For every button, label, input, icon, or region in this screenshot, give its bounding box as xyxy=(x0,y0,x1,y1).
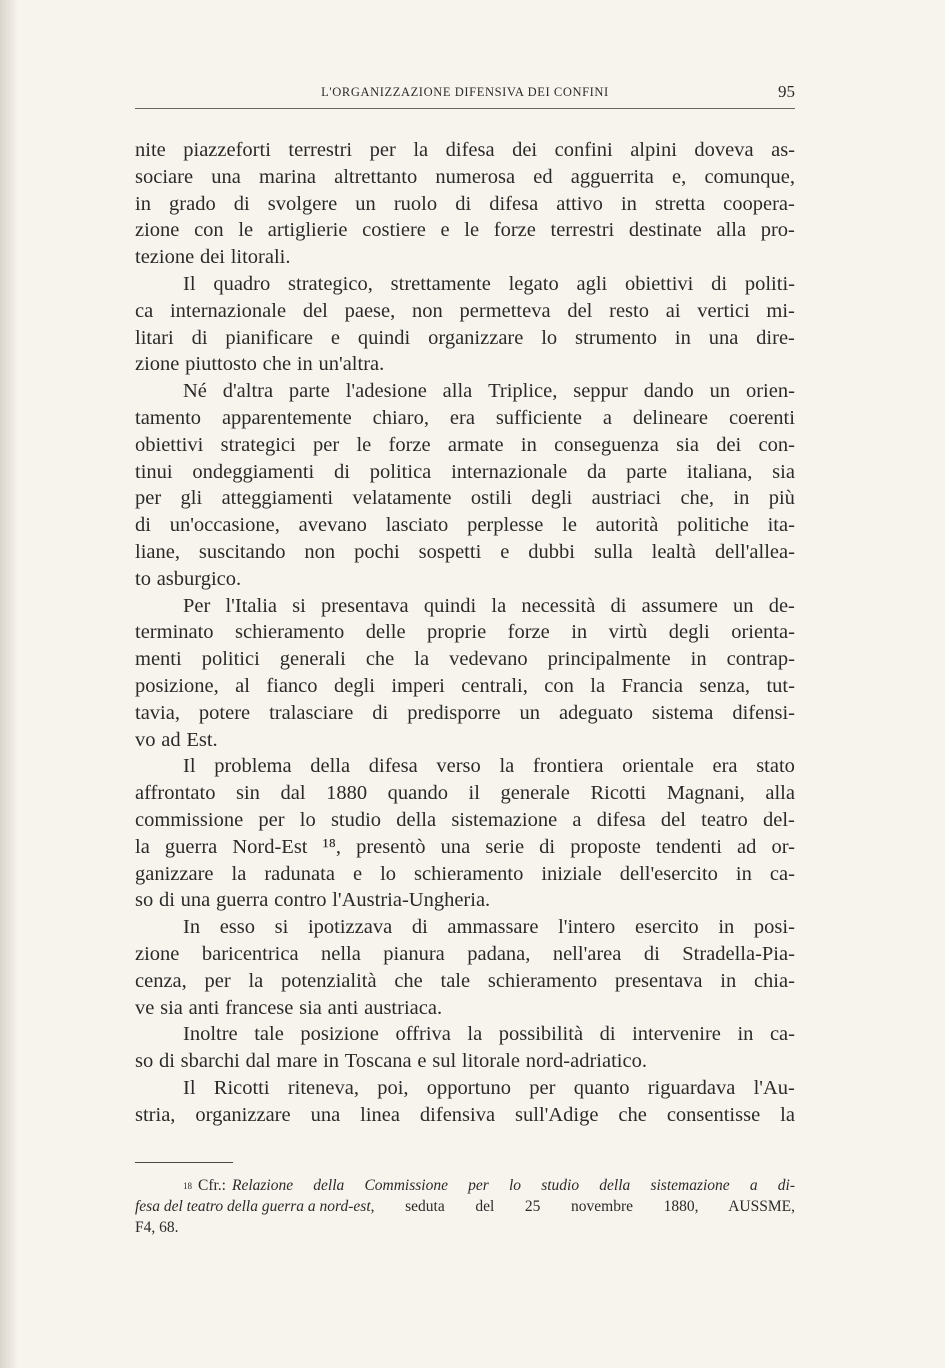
footnote-line xyxy=(135,1196,795,1217)
footnote-separator xyxy=(135,1162,233,1163)
text-line: zione baricentrica nella pianura padana, nell'area di Stradella-Pia- xyxy=(135,942,795,965)
text-line: vo ad Est. xyxy=(135,728,218,751)
page-number: 95 xyxy=(778,82,795,101)
text-line: In esso si ipotizzava di ammassare l'intero esercito in posi- xyxy=(183,916,795,939)
text-line: stria, organizzare una linea difensiva sull'Adige che consentisse la xyxy=(135,1103,795,1126)
text-line: liane, suscitando non pochi sospetti e dubbi sulla lealtà dell'allea- xyxy=(135,540,795,563)
running-header xyxy=(135,82,795,109)
text-line: cenza, per la potenzialità che tale schieramento presentava in chia- xyxy=(135,969,795,992)
body-text xyxy=(135,137,795,1128)
footnote-number: 18 xyxy=(183,1181,192,1191)
footnote-prefix: Cfr.: xyxy=(198,1177,226,1194)
text-line: sociare una marina altrettanto numerosa ed agguerrita e, comunque, xyxy=(135,165,795,188)
text-line: posizione, al fianco degli imperi centrali, con la Francia senza, tut- xyxy=(135,674,795,697)
text-line: ca internazionale del paese, non permetteva del resto ai vertici mi- xyxy=(135,299,795,322)
text-line: so di sbarchi dal mare in Toscana e sul litorale nord-adriatico. xyxy=(135,1050,647,1073)
text-line: per gli atteggiamenti velatamente ostili degli austriaci che, in più xyxy=(135,487,795,510)
text-line: ganizzare la radunata e lo schieramento iniziale dell'esercito in ca- xyxy=(135,862,795,885)
text-line: di un'occasione, avevano lasciato perplesse le autorità politiche ita- xyxy=(135,514,795,537)
text-line: la guerra Nord-Est ¹⁸, presentò una serie di proposte tendenti ad or- xyxy=(135,835,795,858)
text-line: Il problema della difesa verso la frontiera orientale era stato xyxy=(183,755,795,778)
text-line: Inoltre tale posizione offriva la possibilità di intervenire in ca- xyxy=(183,1023,795,1046)
text-line: tinui ondeggiamenti di politica internazionale da parte italiana, sia xyxy=(135,460,795,483)
text-line: zione piuttosto che in un'altra. xyxy=(135,353,385,376)
footnote-line xyxy=(135,1217,795,1238)
text-line: Per l'Italia si presentava quindi la necessità di assumere un de- xyxy=(183,594,795,617)
page-gutter-shadow xyxy=(0,0,18,1368)
text-line: affrontato sin dal 1880 quando il generale Ricotti Magnani, alla xyxy=(135,782,795,805)
footnote-ref-archive: F4, 68. xyxy=(135,1219,179,1236)
footnote-italic-1: Relazione della Commissione per lo studio della sistemazione a di- xyxy=(232,1177,795,1194)
text-line: ve sia anti francese sia anti austriaca. xyxy=(135,996,443,1019)
running-title: L'ORGANIZZAZIONE DIFENSIVA DEI CONFINI xyxy=(321,85,609,99)
text-line: to asburgico. xyxy=(135,567,242,590)
text-line: tezione dei litorali. xyxy=(135,246,291,269)
text-line: zione con le artiglierie costiere e le forze terrestri destinate alla pro- xyxy=(135,219,795,242)
footnote-rest: , seduta del 25 novembre 1880, AUSSME, xyxy=(370,1198,795,1215)
text-line: so di una guerra contro l'Austria-Ungheria. xyxy=(135,889,491,912)
footnote-line xyxy=(135,1175,795,1196)
footnote-italic-2: fesa del teatro della guerra a nord-est xyxy=(135,1198,371,1215)
text-line: Il Ricotti riteneva, poi, opportuno per quanto riguardava l'Au- xyxy=(183,1076,795,1099)
text-line: litari di pianificare e quindi organizzare lo strumento in una dire- xyxy=(135,326,795,349)
text-line: tavia, potere tralasciare di predisporre un adeguato sistema difensi- xyxy=(135,701,795,724)
footnote xyxy=(135,1175,795,1238)
text-line: obiettivi strategici per le forze armate in conseguenza sia dei con- xyxy=(135,433,795,456)
text-line: commissione per lo studio della sistemazione a difesa del teatro del- xyxy=(135,808,795,831)
text-line: nite piazzeforti terrestri per la difesa dei confini alpini doveva as- xyxy=(135,139,795,161)
text-line: in grado di svolgere un ruolo di difesa attivo in stretta coopera- xyxy=(135,192,795,215)
text-line: terminato schieramento delle proprie forze in virtù degli orienta- xyxy=(135,621,795,644)
text-line: menti politici generali che la vedevano principalmente in contrap- xyxy=(135,648,795,671)
text-line: Il quadro strategico, strettamente legato agli obiettivi di politi- xyxy=(183,272,795,295)
text-line: Né d'altra parte l'adesione alla Triplice, seppur dando un orien- xyxy=(183,380,795,403)
text-line: tamento apparentemente chiaro, era sufficiente a delineare coerenti xyxy=(135,406,795,429)
